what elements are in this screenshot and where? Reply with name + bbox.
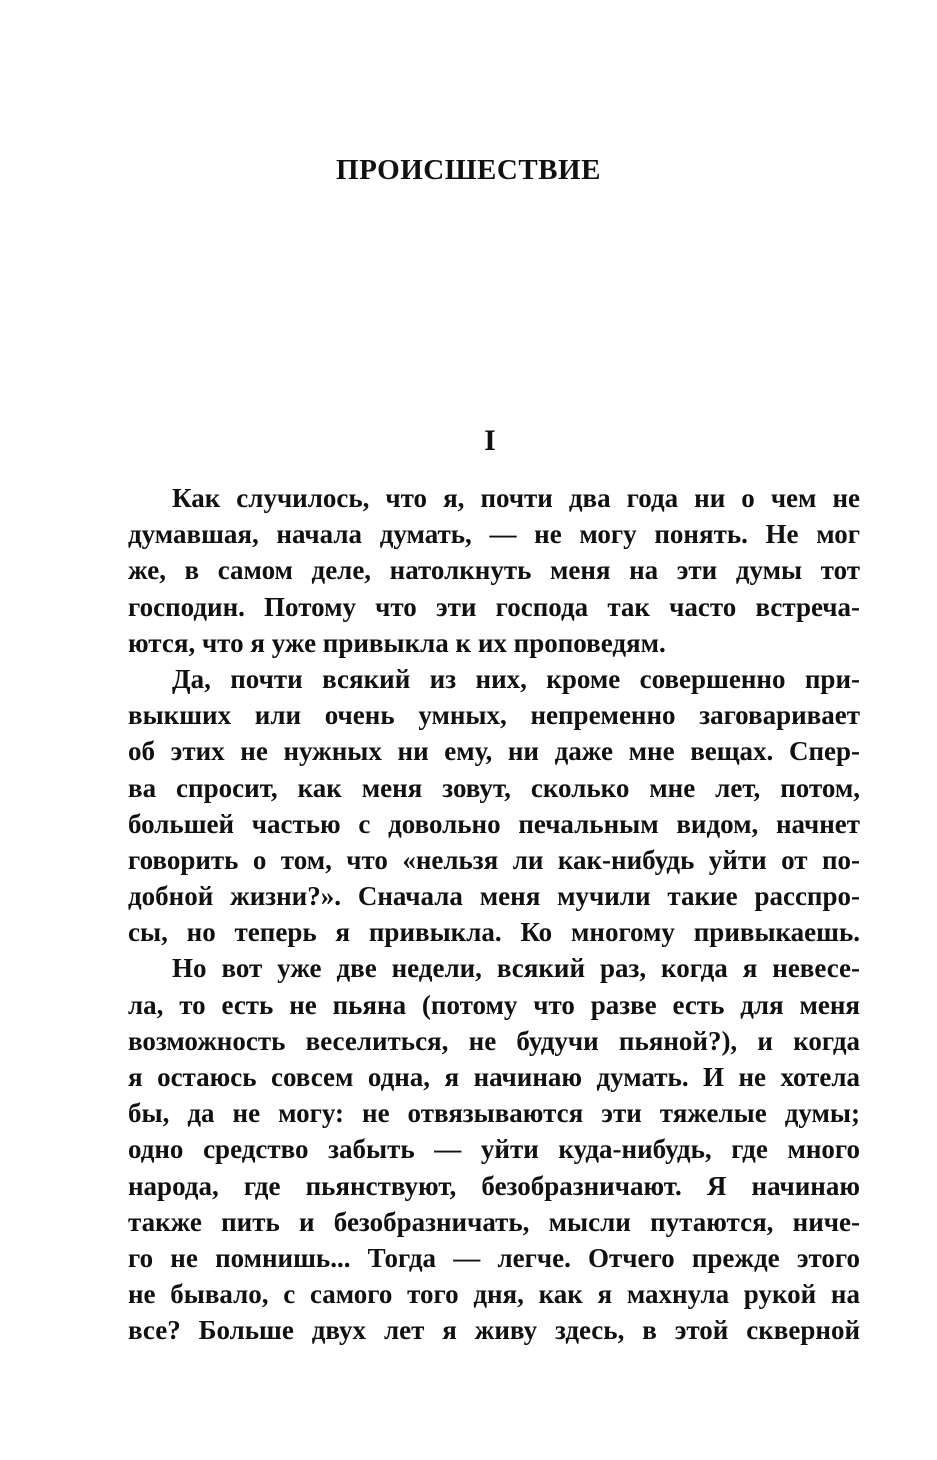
text-line: я остаюсь совсем одна, я начинаю думать. И не хотела (128, 1062, 860, 1092)
text-line: бы, да не могу: не отвязываются эти тяжелые думы; (128, 1098, 860, 1129)
text-line: го не помнишь... Тогда — легче. Отчего прежде этого (128, 1242, 860, 1273)
text-line: Но вот уже две недели, всякий раз, когда я невесе- (172, 953, 860, 984)
chapter-number: I (484, 424, 496, 457)
text-line: также пить и безобразничать, мысли путаются, ниче- (128, 1206, 860, 1237)
text-line: ла, то есть не пьяна (потому что разве есть для меня (128, 989, 860, 1020)
body-text (128, 480, 860, 1349)
text-line: господин. Потому что эти господа так часто встреча- (128, 591, 860, 622)
text-line: одно средство забыть — уйти куда-нибудь, где много (128, 1134, 860, 1165)
text-line: большей частью с довольно печальным видом, начнет (128, 808, 860, 839)
text-line: добной жизни?». Сначала меня мучили такие расспро- (128, 881, 860, 912)
text-line: Как случилось, что я, почти два года ни о чем не (172, 483, 860, 513)
text-line: говорить о том, что «нельзя ли как-нибудь уйти от по- (128, 844, 860, 875)
text-line: все? Больше двух лет я живу здесь, в этой скверной (128, 1315, 860, 1346)
text-line: думавшая, начала думать, — не могу понять. Не мог (128, 519, 860, 550)
text-line: возможность веселиться, не будучи пьяной?), и когда (128, 1025, 860, 1056)
text-line: выкших или очень умных, непременно заговаривает (128, 700, 860, 731)
story-title: ПРОИСШЕСТВИЕ (336, 154, 601, 186)
text-line: народа, где пьянствуют, безобразничают. Я начинаю (128, 1170, 860, 1201)
text-line: сы, но теперь я привыкла. Ко многому привыкаешь. (128, 917, 860, 948)
text-line: же, в самом деле, натолкнуть меня на эти думы тот (128, 555, 860, 586)
text-line: Да, почти всякий из них, кроме совершенно при- (172, 663, 860, 694)
text-line: об этих не нужных ни ему, ни даже мне вещах. Спер- (128, 736, 860, 767)
text-line: ются, что я уже привыкла к их проповедям. (128, 627, 666, 658)
text-line: не бывало, с самого того дня, как я махнула рукой на (128, 1279, 860, 1310)
text-line: ва спросит, как меня зовут, сколько мне лет, потом, (128, 772, 860, 803)
